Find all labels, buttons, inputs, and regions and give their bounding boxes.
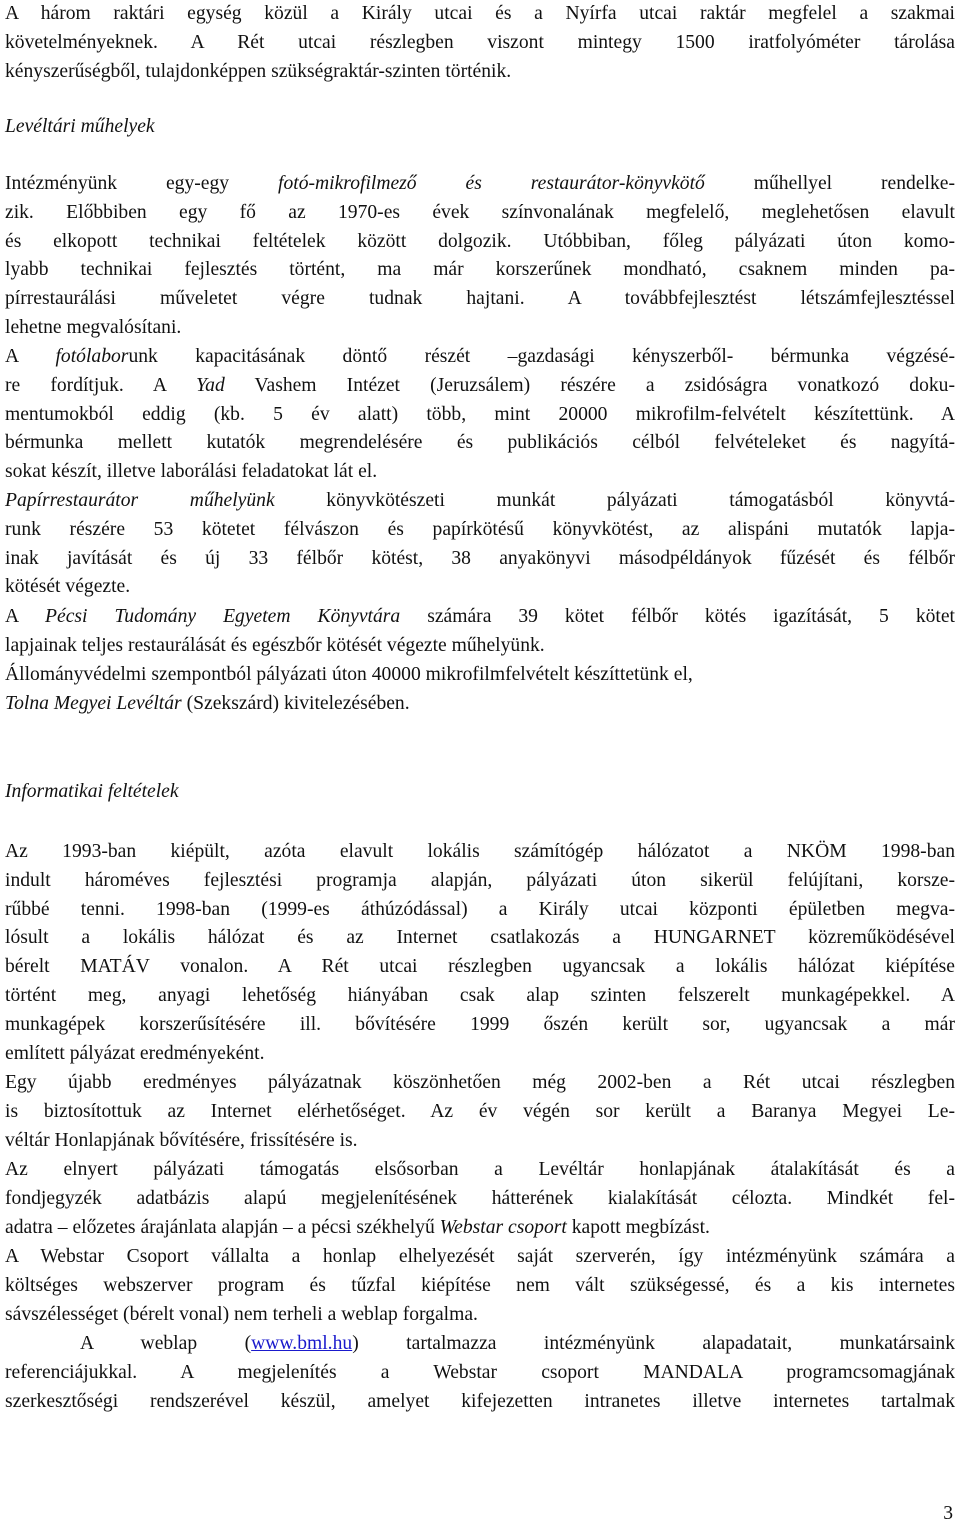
text-line: Egy újabb eredményes pályázatnak köszönhetően még 2002-ben a Rét utcai részlegben <box>5 1072 955 1093</box>
text-run: (Szekszárd) kivitelezésében. <box>181 692 410 714</box>
text-line: A három raktári egység közül a Király utcai és a Nyírfa utcai raktár megfelel a szakmai <box>5 3 955 24</box>
text-line: bérelt MATÁV vonalon. A Rét utcai részlegben ugyancsak a lokális hálózat kiépítése <box>5 956 955 978</box>
page-number: 3 <box>943 1503 953 1524</box>
italic-text: Tolna Megyei Levéltár <box>5 692 182 714</box>
text-line: mentumokból eddig (kb. 5 év alatt) több, mint 20000 mikrofilm-felvételt készítettünk. A <box>5 403 955 425</box>
text-line <box>5 1214 955 1243</box>
text-run: adatra – előzetes árajánlata alapján – a pécsi székhelyű <box>5 1216 440 1238</box>
text-line: véltár Honlapjának bővítésére, frissítésére is. <box>5 1129 358 1151</box>
text-run: A weblap ( <box>80 1333 252 1354</box>
text-run: Intézményünk egy-egy <box>5 173 279 194</box>
italic-text: fotólabor <box>55 346 129 367</box>
text-line: lehetne megvalósítani. <box>5 316 182 338</box>
paragraph-network <box>5 838 955 1068</box>
italic-text: Pécsi Tudomány Egyetem Könyvtára <box>45 606 401 627</box>
paragraph-website <box>5 1330 955 1416</box>
text-run: unk kapacitásának döntő részét –gazdasági kényszerből- bérmunka végzésé- <box>128 346 955 367</box>
italic-text: fotó-mikrofilmező és restaurátor-könyvkötő <box>278 173 705 194</box>
website-link[interactable]: www.bml.hu <box>251 1333 353 1354</box>
text-line: és elkopott technikai feltételek között dolgozik. Utóbbiban, főleg pályázati úton komo- <box>5 230 955 252</box>
text-line <box>5 170 955 199</box>
text-line: költséges webszerver program és tűzfal kiépítése nem vált szükségessé, és a kis internetes <box>5 1274 955 1296</box>
paragraph-preservation <box>5 661 955 719</box>
section-heading-it <box>5 778 955 807</box>
text-line <box>5 1330 955 1359</box>
text-line: munkagépek korszerűsítésére ill. bővítésére 1999 őszén került sor, ugyancsak a már <box>5 1013 955 1035</box>
text-line: említett pályázat eredményeként. <box>5 1042 265 1064</box>
text-line: sokat készít, illetve laborálási feladatokat lát el. <box>5 461 378 483</box>
paragraph-library <box>5 603 955 661</box>
text-run: A <box>5 346 56 367</box>
italic-text: Yad <box>196 374 225 396</box>
text-line: lyabb technikai fejlesztés történt, ma már korszerűnek mondható, csaknem minden pa- <box>5 259 955 281</box>
paragraph-warehouses <box>5 0 955 86</box>
text-line: történt meg, anyagi lehetőség hiányában csak alap szinten felszerelt munkagépekkel. A <box>5 984 955 1006</box>
text-line: kötését végezte. <box>5 576 131 598</box>
paragraph-photo-lab <box>5 343 955 487</box>
text-line: A Webstar Csoport vállalta a honlap elhelyezését saját szerverén, így intézményünk számára a <box>5 1246 955 1267</box>
heading-text: Informatikai feltételek <box>5 781 179 802</box>
text-line: inak javítását és új 33 félbőr kötést, 38 anyakönyvi másodpéldányok fűzését és félbőr <box>5 547 955 569</box>
text-run: re fordítjuk. A <box>5 374 197 396</box>
text-run: A <box>5 606 46 627</box>
text-run: számára 39 kötet félbőr kötés igazítását, 5 kötet <box>400 606 955 627</box>
text-line: követelményeknek. A Rét utcai részlegben viszont mintegy 1500 iratfolyóméter tárolása <box>5 31 955 53</box>
text-run: műhellyel rendelke- <box>704 173 955 194</box>
text-line: is biztosítottuk az Internet elérhetőséget. Az év végén sor került a Baranya Megyei Le- <box>5 1100 955 1122</box>
text-line: Az elnyert pályázati támogatás elsősorban a Levéltár honlapjának átalakítását és a <box>5 1159 955 1180</box>
text-line: rűbbé tenni. 1998-ban (1999-es áthúzódással) a Király utcai központi épületben megva- <box>5 898 955 920</box>
text-line: fondjegyzék adatbázis alapú megjelenítésének hátterének kialakítását célozta. Mindkét fel- <box>5 1187 955 1209</box>
text-line: zik. Előbbiben egy fő az 1970-es évek színvonalának megfelelő, meglehetősen elavult <box>5 201 955 223</box>
text-line <box>5 487 955 516</box>
text-line: Az 1993-ban kiépült, azóta elavult lokális számítógép hálózatot a NKÖM 1998-ban <box>5 841 955 862</box>
paragraph-workshops <box>5 170 955 343</box>
text-line: sávszélességet (bérelt vonal) nem terheli a weblap forgalma. <box>5 1303 478 1325</box>
text-line: lósult a lokális hálózat és az Internet csatlakozás a HUNGARNET közreműködésével <box>5 927 955 949</box>
text-line: indult hároméves fejlesztési programja alapján, pályázati úton sikerül felújítani, korsze- <box>5 869 955 891</box>
text-line <box>5 690 955 719</box>
paragraph-webstar <box>5 1243 955 1329</box>
text-line <box>5 372 955 401</box>
section-heading-workshops <box>5 113 955 142</box>
text-run: ) tartalmazza intézményünk alapadatait, munkatársaink <box>352 1333 955 1354</box>
paragraph-internet <box>5 1069 955 1155</box>
text-line <box>5 603 955 632</box>
paragraph-restoration <box>5 487 955 602</box>
text-line: szerkesztőségi rendszerével készül, amelyet kifejezetten intranetes illetve internetes tartalmak <box>5 1390 955 1412</box>
text-line: pírrestaurálási műveletet végre tudnak hajtani. A továbbfejlesztést létszámfejlesztéssel <box>5 288 955 310</box>
text-run: Vashem Intézet (Jeruzsálem) részére a zsidóságra vonatkozó doku- <box>224 374 955 396</box>
text-line: bérmunka mellett kutatók megrendelésére és publikációs célból felvételeket és nagyítá- <box>5 432 955 454</box>
text-run: könyvkötészeti munkát pályázati támogatásból könyvtá- <box>274 490 955 511</box>
paragraph-grant <box>5 1156 955 1242</box>
text-line: Állományvédelmi szempontból pályázati úton 40000 mikrofilmfelvételt készíttetünk el, <box>5 664 693 685</box>
text-line <box>5 343 955 372</box>
heading-text: Levéltári műhelyek <box>5 116 155 137</box>
text-line: runk részére 53 kötetet félvászon és papírkötésű könyvkötést, az alispáni mutatók lapja- <box>5 518 955 540</box>
text-run: kapott megbízást. <box>566 1216 710 1238</box>
italic-text: Papírrestaurátor műhelyünk <box>5 490 275 511</box>
italic-text: Webstar csoport <box>439 1216 567 1238</box>
text-line: kényszerűségből, tulajdonképpen szükségraktár-szinten történik. <box>5 60 512 82</box>
text-line: referenciájukkal. A megjelenítés a Webstar csoport MANDALA programcsomagjának <box>5 1361 955 1383</box>
text-line: lapjainak teljes restaurálását és egészbőr kötését végezte műhelyünk. <box>5 634 545 656</box>
